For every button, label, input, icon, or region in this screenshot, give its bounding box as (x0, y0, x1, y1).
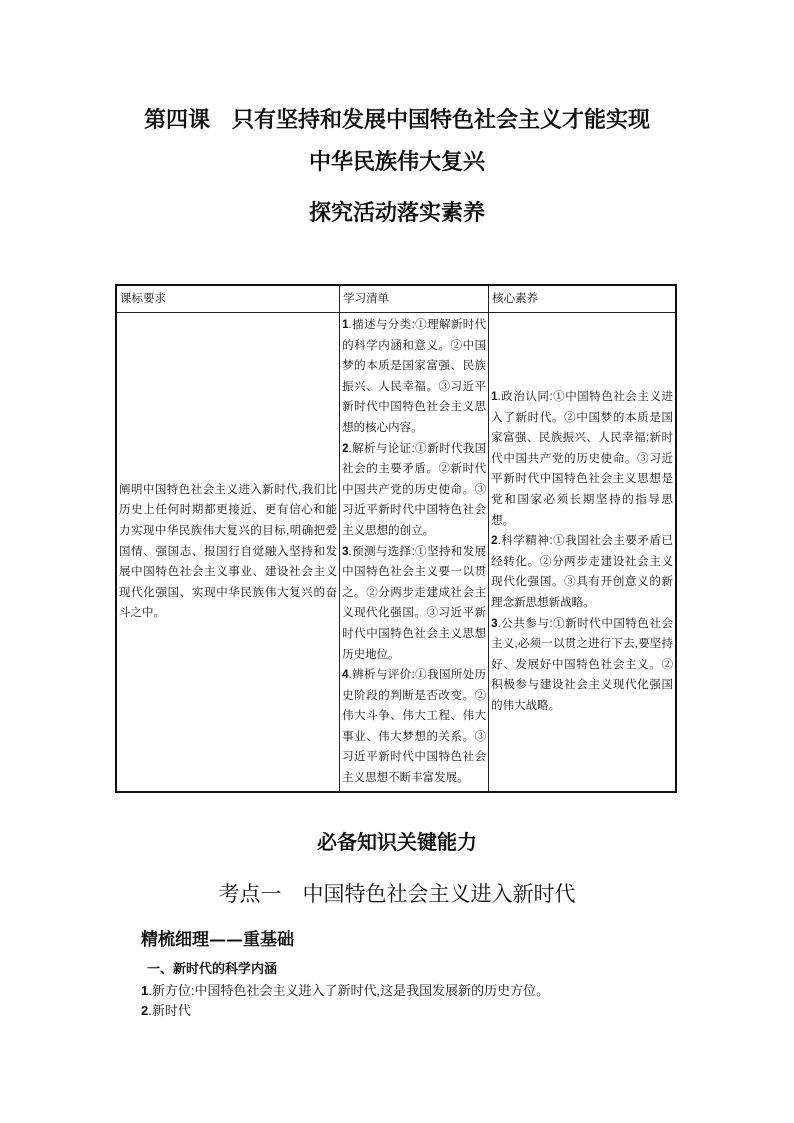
review-subheading: 精梳细理——重基础 (141, 930, 294, 950)
curriculum-table (115, 284, 677, 793)
study-item: 1.描述与分类:①理解新时代的科学内涵和意义。②中国梦的本质是国家富强、民族振兴、人民幸福。③习近平新时代中国特色社会主义思想的核心内容。 (342, 319, 487, 434)
study-item: 4.辨析与评价:①我国所处历史阶段的判断是否改变。②伟大斗争、伟大工程、伟大事业、伟大梦想的关系。③习近平新时代中国特色社会主义思想不断丰富发展。 (342, 669, 487, 785)
paragraph-item-1: 1.新方位:中国特色社会主义进入了新时代,这是我国发展新的历史方位。 (141, 983, 550, 998)
study-list-cell (340, 313, 489, 792)
lesson-title-line2: 中华民族伟大复兴 (308, 149, 485, 175)
lesson-title-line1: 第四课 只有坚持和发展中国特色社会主义才能实现 (143, 107, 650, 133)
section-title-inquiry: 探究活动落实素养 (308, 200, 485, 226)
subsection-heading: 一、新时代的科学内涵 (147, 962, 278, 977)
literacy-item: 1.政治认同:①中国特色社会主义进入了新时代。②中国梦的本质是国家富强、民族振兴、人民幸福;新时代中国共产党的历史使命。③习近平新时代中国特色社会主义思想是党和国家必须长期坚持的指导思想。 (491, 391, 673, 527)
standards-text: 阐明中国特色社会主义进入新时代,我们比历史上任何时期都更接近、更有信心和能力实现中华民族伟大复兴的目标,明确把爱国情、强国志、报国行自觉融入坚持和发展中国特色社会主义事业、建设社会主义现代化强国、实现中华民族伟大复兴的奋斗之中。 (119, 483, 338, 620)
table-body-row (116, 313, 676, 792)
header-core-literacy: 核心素养 (489, 285, 676, 313)
header-standards: 课标要求 (116, 285, 340, 313)
study-item: 2.解析与论证:①新时代我国社会的主要矛盾。②新时代中国共产党的历史使命。③习近平新时代中国特色社会主义思想的创立。 (342, 442, 487, 537)
literacy-item: 2.科学精神:①我国社会主要矛盾已经转化。②分两步走建设社会主义现代化强国。③具有开创意义的新理念新思想新战略。 (491, 535, 673, 610)
core-literacy-cell (489, 313, 676, 792)
study-item: 3.预测与选择:①坚持和发展中国特色社会主义要一以贯之。②分两步走建成社会主义现代化强国。③习近平新时代中国特色社会主义思想历史地位。 (342, 545, 487, 661)
knowledge-heading: 必备知识关键能力 (317, 830, 477, 854)
standards-cell (116, 313, 340, 792)
header-study-list: 学习清单 (340, 285, 489, 313)
topic-heading: 考点一 中国特色社会主义进入新时代 (218, 882, 576, 906)
table-header-row (116, 285, 676, 313)
paragraph-item-2: 2.新时代 (141, 1003, 191, 1018)
literacy-item: 3.公共参与:①新时代中国特色社会主义,必须一以贯之进行下去,要坚持好、发展好中国特色社会主义。②积极参与建设社会主义现代化强国的伟大战略。 (491, 617, 673, 712)
